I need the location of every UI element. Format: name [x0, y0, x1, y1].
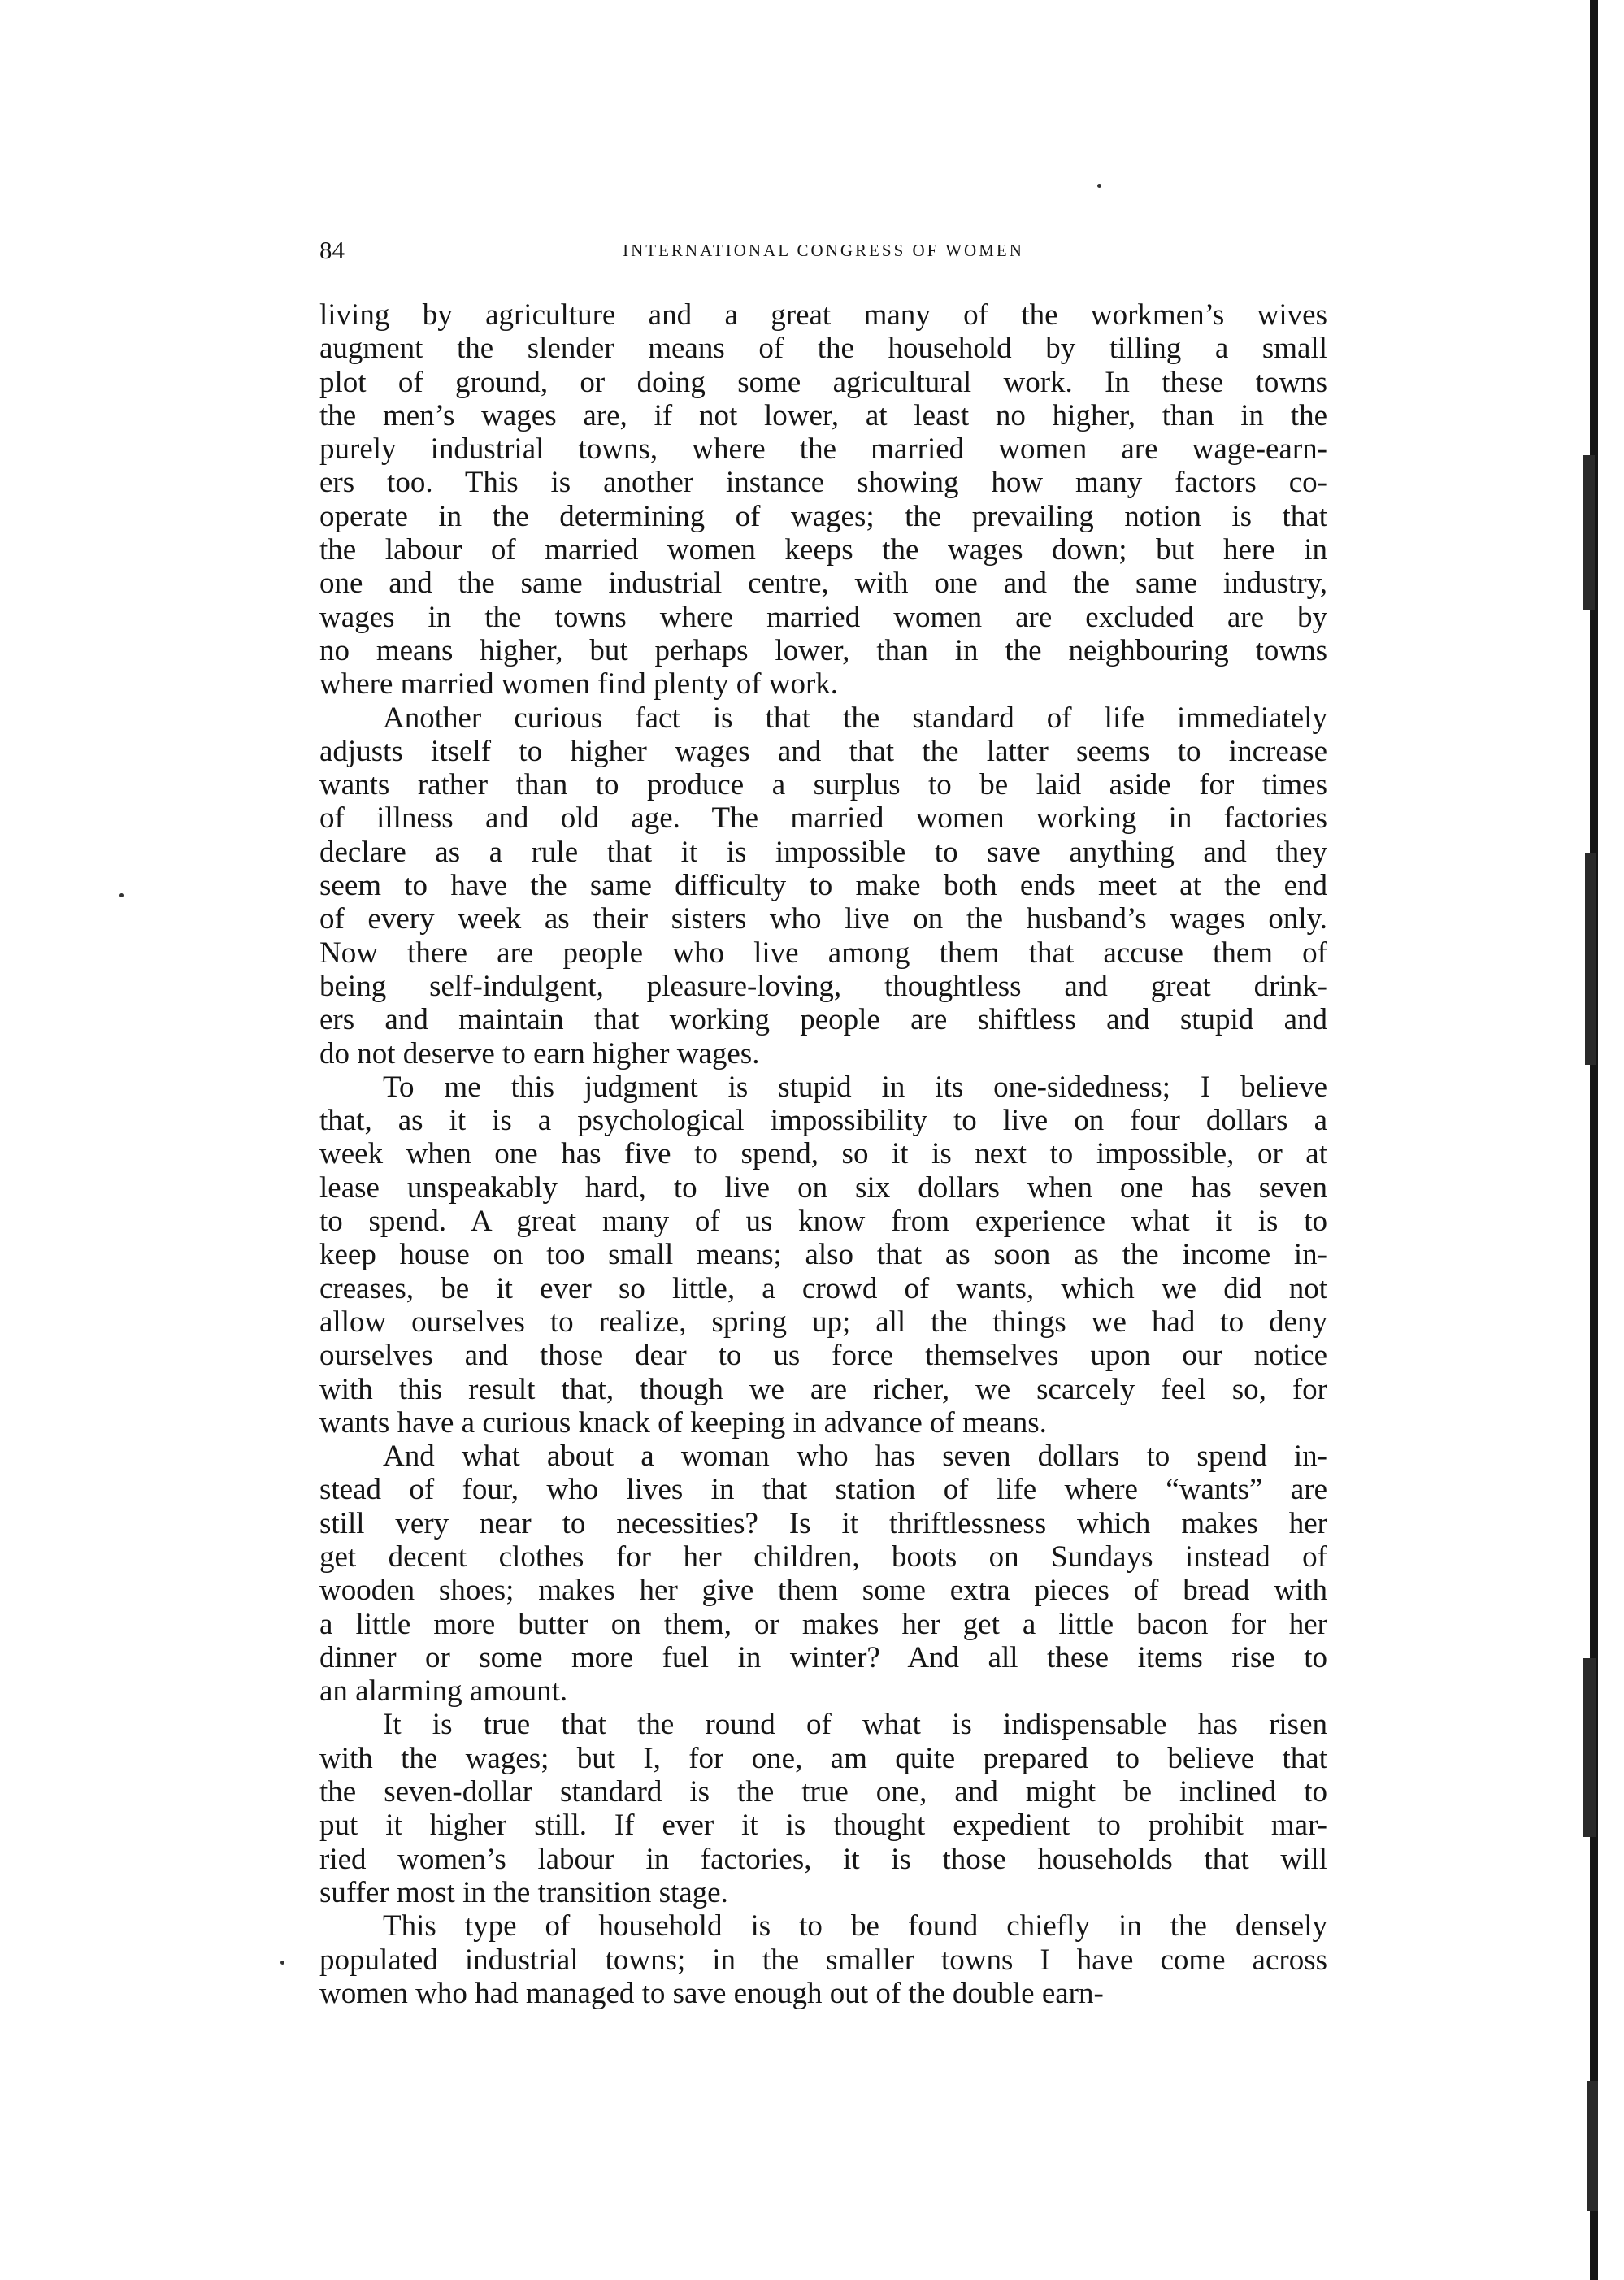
text-line: lease unspeakably hard, to live on six dollars when one has seven — [319, 1170, 1327, 1205]
text-line: where married women find plenty of work. — [319, 667, 839, 701]
text-line: women who had managed to save enough out of the double earn- — [319, 1976, 1104, 2010]
text-line: that, as it is a psychological impossibility to live on four dollars a — [319, 1104, 1327, 1138]
text-line: populated industrial towns; in the smaller towns I have come across — [319, 1943, 1327, 1977]
binding-shadow — [1585, 853, 1596, 1065]
text-line: stead of four, who lives in that station of life where “wants” are — [319, 1473, 1327, 1507]
binding-edge — [1583, 0, 1624, 2280]
text-line: the labour of married women keeps the wages down; but here in — [319, 533, 1327, 567]
paragraph — [319, 1708, 1327, 1909]
body-text — [319, 298, 1327, 2010]
text-line: one and the same industrial centre, with one and the same industry, — [319, 567, 1327, 601]
margin-speck — [280, 1961, 284, 1965]
paragraph — [319, 1071, 1327, 1440]
text-line: an alarming amount. — [319, 1674, 568, 1709]
text-line: ers and maintain that working people are shiftless and stupid and — [319, 1003, 1327, 1037]
paragraph — [319, 1909, 1327, 2010]
binding-shadow — [1583, 455, 1595, 610]
margin-speck — [119, 893, 124, 897]
text-line: still very near to necessities? Is it thriftlessness which makes her — [319, 1506, 1327, 1540]
text-line: declare as a rule that it is impossible to save anything and they — [319, 835, 1327, 869]
text-line: get decent clothes for her children, boots on Sundays instead of — [319, 1540, 1327, 1574]
binding-shadow — [1590, 0, 1598, 2280]
text-line: creases, be it ever so little, a crowd of wants, which we did not — [319, 1271, 1327, 1305]
text-line: wants have a curious knack of keeping in advance of means. — [319, 1405, 1047, 1440]
text-line: adjusts itself to higher wages and that the latter seems to increase — [319, 734, 1327, 768]
text-line: And what about a woman who has seven dollars to spend in- — [383, 1440, 1327, 1474]
text-line: ourselves and those dear to us force themselves upon our notice — [319, 1339, 1327, 1373]
text-line: being self-indulgent, pleasure-loving, thoughtless and great drink- — [319, 969, 1327, 1003]
binding-shadow — [1583, 1658, 1596, 1837]
text-line: augment the slender means of the household by tilling a small — [319, 332, 1327, 366]
text-line: with this result that, though we are richer, we scarcely feel so, for — [319, 1372, 1327, 1406]
text-line: operate in the determining of wages; the prevailing notion is that — [319, 499, 1327, 533]
text-line: to spend. A great many of us know from experience what it is to — [319, 1205, 1327, 1239]
text-line: of every week as their sisters who live on the husband’s wages only. — [319, 902, 1327, 936]
text-line: ried women’s labour in factories, it is those households that will — [319, 1842, 1327, 1876]
text-line: a little more butter on them, or makes her get a little bacon for her — [319, 1607, 1327, 1641]
text-line: dinner or some more fuel in winter? And all these items rise to — [319, 1640, 1327, 1674]
text-line: do not deserve to earn higher wages. — [319, 1036, 760, 1071]
text-line: allow ourselves to realize, spring up; all the things we had to deny — [319, 1305, 1327, 1339]
text-line: plot of ground, or doing some agricultural work. In these towns — [319, 365, 1327, 399]
text-line: wages in the towns where married women are excluded are by — [319, 600, 1327, 634]
text-line: purely industrial towns, where the married women are wage-earn- — [319, 432, 1327, 467]
text-line: the men’s wages are, if not lower, at least no higher, than in the — [319, 398, 1327, 432]
text-line: Now there are people who live among them that accuse them of — [319, 936, 1327, 970]
text-line: wants rather than to produce a surplus to be laid aside for times — [319, 768, 1327, 802]
text-line: the seven-dollar standard is the true one, and might be inclined to — [319, 1775, 1327, 1809]
paragraph — [319, 1440, 1327, 1708]
text-line: Another curious fact is that the standard of life immediately — [383, 701, 1327, 735]
paragraph — [319, 701, 1327, 1071]
text-line: with the wages; but I, for one, am quite prepared to believe that — [319, 1741, 1327, 1775]
text-line: It is true that the round of what is indispensable has risen — [383, 1708, 1327, 1742]
margin-speck — [1097, 184, 1101, 188]
text-line: no means higher, but perhaps lower, than in the neighbouring towns — [319, 633, 1327, 667]
paragraph — [319, 298, 1327, 701]
text-line: living by agriculture and a great many of the workmen’s wives — [319, 298, 1327, 332]
page-header — [319, 232, 1327, 268]
text-line: put it higher still. If ever it is thought expedient to prohibit mar- — [319, 1809, 1327, 1843]
text-line: keep house on too small means; also that as soon as the income in- — [319, 1238, 1327, 1272]
text-line: week when one has five to spend, so it is next to impossible, or at — [319, 1137, 1327, 1171]
text-line: suffer most in the transition stage. — [319, 1875, 728, 1909]
text-line: seem to have the same difficulty to make both ends meet at the end — [319, 869, 1327, 903]
text-line: wooden shoes; makes her give them some extra pieces of bread with — [319, 1574, 1327, 1608]
text-line: of illness and old age. The married women working in factories — [319, 801, 1327, 836]
running-head: INTERNATIONAL CONGRESS OF WOMEN — [623, 241, 1024, 260]
text-line: ers too. This is another instance showing how many factors co- — [319, 466, 1327, 500]
text-line: To me this judgment is stupid in its one-sidedness; I believe — [383, 1070, 1327, 1104]
binding-shadow — [1587, 2081, 1598, 2211]
text-line: This type of household is to be found chiefly in the densely — [383, 1909, 1327, 1943]
page-number: 84 — [319, 236, 345, 264]
